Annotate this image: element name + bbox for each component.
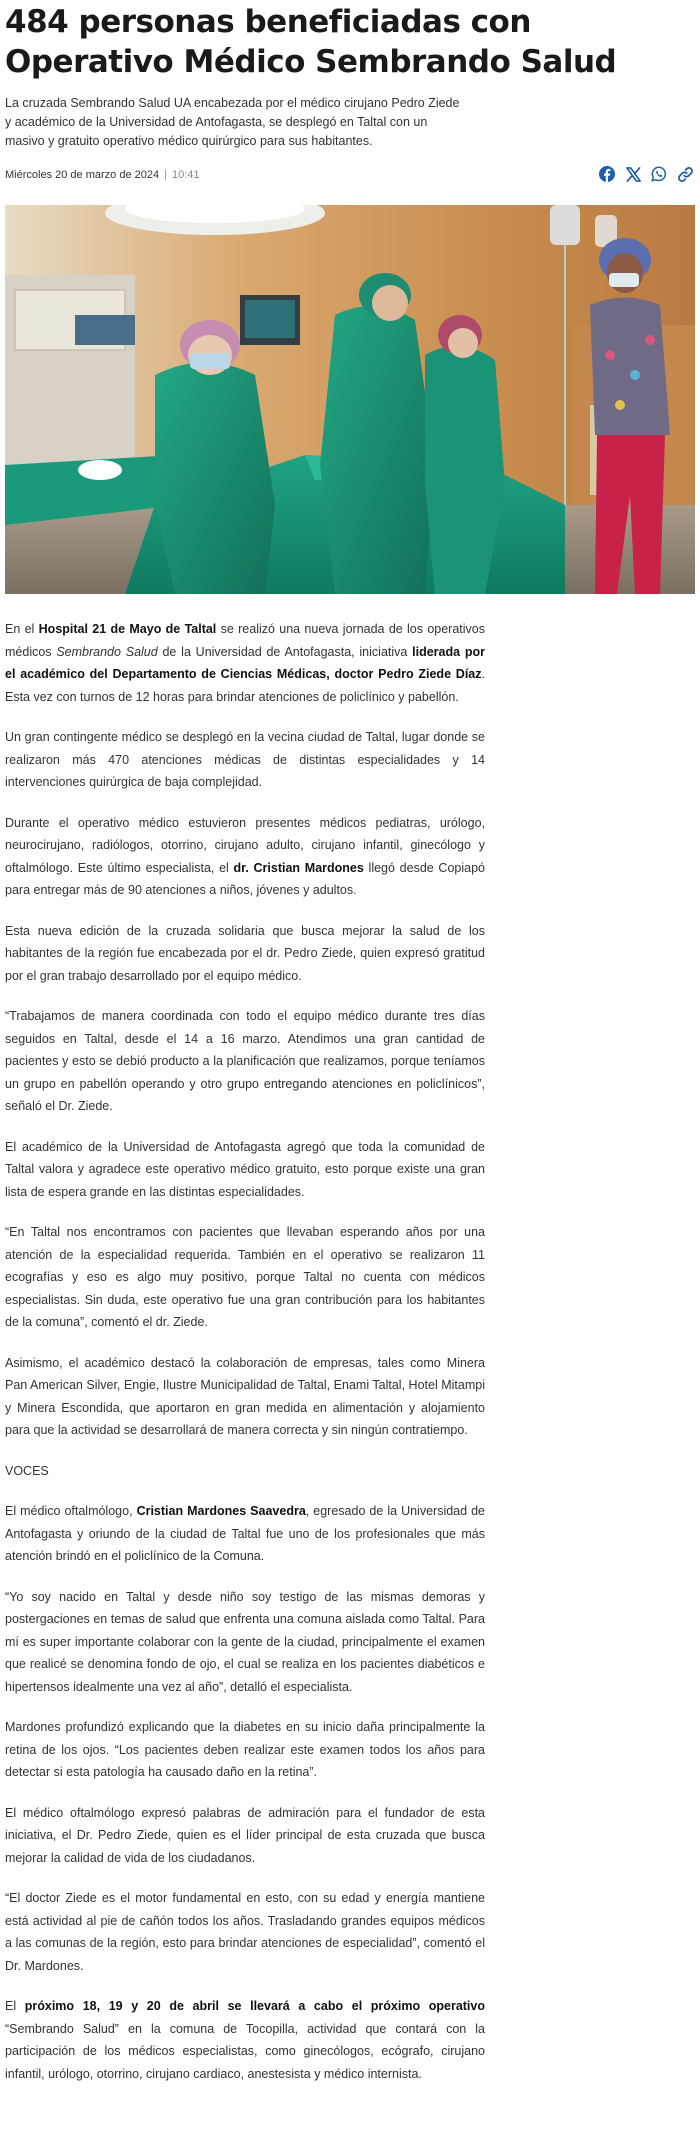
paragraph: El médico oftalmólogo expresó palabras de admiración para el fundador de esta iniciativa, el Dr. Pedro Ziede, quien es el líder principal de esta cruzada que busca mejorar la calidad de vida de los ciudadanos. [5,1805,485,1865]
paragraph: Mardones profundizó explicando que la diabetes en su inicio daña principalmente la retina de los ojos. “Los pacientes deben realizar este examen todos los años para detectar si esta patología ha causado daño en la retina”. [5,1720,485,1779]
article-lead: La cruzada Sembrando Salud UA encabezada por el médico cirujano Pedro Ziede y académico de la Universidad de Antofagasta, se desplegó en Taltal con un masivo y gratuito operativo médico quirúrgico para sus habitantes. [5,96,460,148]
article-title: 484 personas beneficiadas con Operativo Médico Sembrando Salud [5,4,617,80]
paragraph: Asimismo, el académico destacó la colaboración de empresas, tales como Minera Pan American Silver, Engie, Ilustre Municipalidad de Taltal, Enami Taltal, Hotel Mitampi y Minera Escondida, que aportaron en gran medida en alimentación y alojamiento para que la actividad se desarrollará de manera correcta y sin ningún contratiempo. [5,1355,485,1437]
bold-text: Hospital 21 de Mayo de Taltal [38,622,217,636]
x-icon[interactable] [624,165,642,183]
bold-text: próximo 18, 19 y 20 de abril se llevará a cabo el próximo operativo [24,1999,485,2013]
share-bar [598,164,694,184]
paragraph: En el Hospital 21 de Mayo de Taltal se realizó una nueva jornada de los operativos médicos Sembrando Salud de la Universidad de Antofagasta, iniciativa liderada por el académico del Departamento de Ciencias Médicas, doctor Pedro Ziede Díaz. Esta vez con turnos de 12 horas para brindar atenciones de policlínico y pabellón. [5,622,485,704]
paragraph: “Trabajamos de manera coordinada con todo el equipo médico durante tres días seguidos en Taltal, desde el 14 a 16 marzo. Atendimos una gran cantidad de pacientes y esto se debió producto a la planificación que realizamos, porque teníamos un grupo en pabellón operando y otro grupo entregando atenciones en policlínicos”, señaló el Dr. Ziede. [5,1009,485,1113]
meta-separator: | [164,169,167,181]
article-photo [5,205,695,594]
publish-time: 10:41 [171,169,200,181]
paragraph: El médico oftalmólogo, Cristian Mardones Saavedra, egresado de la Universidad de Antofagasta y oriundo de la ciudad de Taltal fue uno de los profesionales que más atención brindó en el policlínico de la Comuna. [5,1504,485,1563]
bold-text: Cristian Mardones Saavedra [136,1504,306,1518]
article-meta [5,167,199,183]
facebook-icon[interactable] [598,165,616,183]
paragraph: Esta nueva edición de la cruzada solidaria que busca mejorar la salud de los habitantes de la región fue encabezada por el dr. Pedro Ziede, quien expresó gratitud por el gran trabajo desarrollado por el equipo médico. [5,923,485,983]
article-body [5,618,485,2103]
section-heading-voces: VOCES [5,1463,49,1478]
link-icon[interactable] [676,165,694,183]
paragraph: El próximo 18, 19 y 20 de abril se llevará a cabo el próximo operativo “Sembrando Salud” en la comuna de Tocopilla, actividad que contará con la participación de los médicos especialistas, como ginecólogos, ecógrafo, cirujano infantil, urólogo, otorrino, cirujano cardiaco, anestesista y médico internista. [5,1999,485,2081]
publish-date: Miércoles 20 de marzo de 2024 [5,169,160,181]
bold-text: dr. Cristian Mardones [233,860,364,875]
paragraph: “Yo soy nacido en Taltal y desde niño soy testigo de las mismas demoras y postergaciones en temas de salud que enfrenta una comuna aislada como Taltal. Para mí es super importante colaborar con la gente de la ciudad, principalmente el examen que realicé se denomina fondo de ojo, el cual se realiza en los pacientes diabéticos e hipertensos idealmente una vez al año”, detalló el especialista. [5,1589,485,1694]
paragraph: El académico de la Universidad de Antofagasta agregó que toda la comunidad de Taltal valora y agradece este operativo médico gratuito, esto porque existe una gran lista de espera grande en las distintas especialidades. [5,1139,485,1199]
whatsapp-icon[interactable] [650,165,668,183]
paragraph: Durante el operativo médico estuvieron presentes médicos pediatras, urólogo, neurocirujano, radiólogos, otorrino, cirujano adulto, cirujano infantil, ginecólogo y oftalmólogo. Este último especialista, el dr. Cristian Mardones llegó desde Copiapó para entregar más de 90 atenciones a niños, jóvenes y adultos. [5,815,485,897]
paragraph: Un gran contingente médico se desplegó en la vecina ciudad de Taltal, lugar donde se realizaron más 470 atenciones médicas de distintas especialidades y 14 intervenciones quirúrgica de baja complejidad. [5,730,485,789]
bold-text: liderada por el académico del Departamento de Ciencias Médicas, doctor Pedro Ziede Díaz [5,644,485,681]
paragraph: “En Taltal nos encontramos con pacientes que llevaban esperando años por una atención de la especialidad requerida. También en el operativo se realizaron 11 ecografías y eso es algo muy positivo, porque Taltal no cuenta con médicos especialistas. Sin duda, este operativo fue una gran contribución para los habitantes de la comuna”, comentó el dr. Ziede. [5,1225,485,1329]
paragraph: “El doctor Ziede es el motor fundamental en esto, con su edad y energía mantiene está actividad al pie de cañón todos los años. Trasladando grandes equipos médicos a las comunas de la región, esto para brindar atenciones de especialidad”, comentó el Dr. Mardones. [5,1891,485,1973]
italic-text: Sembrando Salud [56,644,158,659]
